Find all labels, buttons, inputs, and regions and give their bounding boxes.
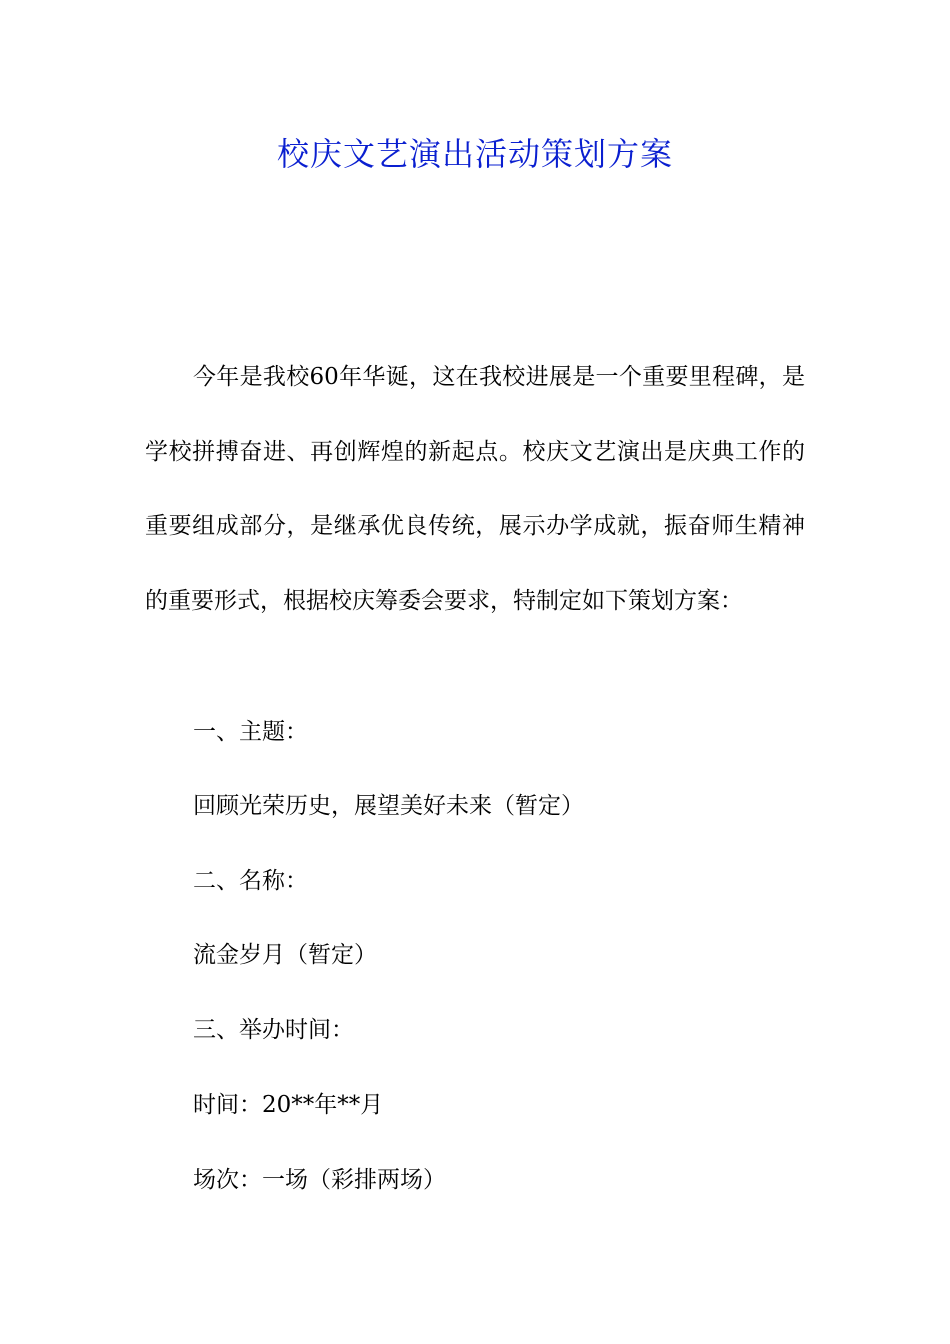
name-text: 流金岁月（暂定） [193, 942, 377, 968]
sessions-text: 场次：一场（彩排两场） [193, 1167, 446, 1193]
document-title: 校庆文艺演出活动策划方案 [276, 135, 673, 173]
section-heading-name: 二、名称： [193, 868, 308, 894]
section-heading-theme: 一、主题： [193, 719, 308, 745]
time-text: 时间：20**年**月 [193, 1092, 384, 1118]
theme-text: 回顾光荣历史，展望美好未来（暂定） [193, 793, 584, 819]
section-heading-time: 三、举办时间： [193, 1017, 354, 1043]
intro-paragraph: 今年是我校60年华诞，这在我校进展是一个重要里程碑，是学校拼搏奋进、再创辉煌的新起点。校庆文艺演出是庆典工作的重要组成部分，是继承优良传统，展示办学成就，振奋师生精神的重要形式，根据校庆筹委会要求，特制定如下策划方案： [145, 364, 805, 614]
